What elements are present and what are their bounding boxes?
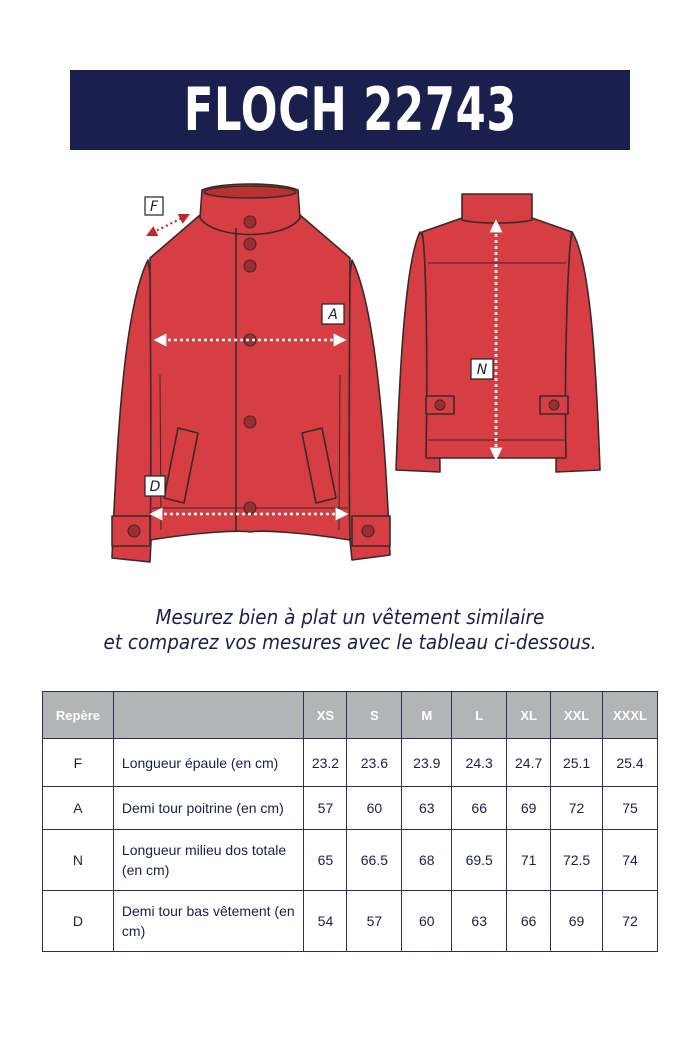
cell-value: 23.2	[304, 739, 347, 787]
cell-value: 57	[347, 891, 402, 952]
cell-value: 66	[452, 787, 507, 830]
row-label: Demi tour poitrine (en cm)	[113, 787, 304, 830]
header-size-m: M	[402, 692, 452, 739]
cell-value: 68	[402, 830, 452, 891]
marker-n-label: N	[476, 362, 488, 378]
instructions-line-2: et comparez vos mesures avec le tableau ci-dessous.	[103, 630, 597, 654]
cell-value: 72.5	[551, 830, 603, 891]
cell-value: 65	[304, 830, 347, 891]
cell-value: 63	[402, 787, 452, 830]
cell-value: 60	[402, 891, 452, 952]
back-jacket	[396, 194, 600, 472]
cell-value: 23.9	[402, 739, 452, 787]
title-banner	[70, 70, 630, 150]
row-marker: F	[43, 739, 114, 787]
cell-value: 25.4	[603, 739, 658, 787]
cell-value: 69	[551, 891, 603, 952]
measuring-instructions	[0, 605, 700, 655]
cell-value: 24.7	[507, 739, 551, 787]
cell-value: 57	[304, 787, 347, 830]
row-label: Demi tour bas vêtement (en cm)	[113, 891, 304, 952]
header-size-xxl: XXL	[551, 692, 603, 739]
cell-value: 60	[347, 787, 402, 830]
page-title: FLOCH 22743	[183, 75, 517, 145]
size-table	[42, 691, 658, 952]
row-marker: A	[43, 787, 114, 830]
header-size-s: S	[347, 692, 402, 739]
row-marker: D	[43, 891, 114, 952]
jacket-illustration	[0, 160, 700, 580]
instructions-line-1: Mesurez bien à plat un vêtement similaire	[155, 605, 545, 629]
cell-value: 72	[551, 787, 603, 830]
marker-d-label: D	[149, 479, 161, 495]
row-marker: N	[43, 830, 114, 891]
header-size-xs: XS	[304, 692, 347, 739]
cell-value: 24.3	[452, 739, 507, 787]
row-label: Longueur épaule (en cm)	[113, 739, 304, 787]
table-row	[43, 830, 658, 891]
header-marker: Repère	[43, 692, 114, 739]
table-header-row	[43, 692, 658, 739]
cell-value: 63	[452, 891, 507, 952]
table-row	[43, 891, 658, 952]
header-description	[113, 692, 304, 739]
front-jacket	[112, 184, 390, 562]
cell-value: 25.1	[551, 739, 603, 787]
cell-value: 54	[304, 891, 347, 952]
cell-value: 75	[603, 787, 658, 830]
cell-value: 71	[507, 830, 551, 891]
header-size-l: L	[452, 692, 507, 739]
table-row	[43, 787, 658, 830]
cell-value: 69.5	[452, 830, 507, 891]
cell-value: 69	[507, 787, 551, 830]
header-size-xxxl: XXXL	[603, 692, 658, 739]
header-size-xl: XL	[507, 692, 551, 739]
marker-a-label: A	[328, 307, 338, 323]
cell-value: 74	[603, 830, 658, 891]
cell-value: 66	[507, 891, 551, 952]
row-label: Longueur milieu dos totale (en cm)	[113, 830, 304, 891]
marker-f-label: F	[149, 199, 159, 215]
back-collar	[462, 194, 532, 223]
cell-value: 23.6	[347, 739, 402, 787]
table-row	[43, 739, 658, 787]
cell-value: 72	[603, 891, 658, 952]
cell-value: 66.5	[347, 830, 402, 891]
